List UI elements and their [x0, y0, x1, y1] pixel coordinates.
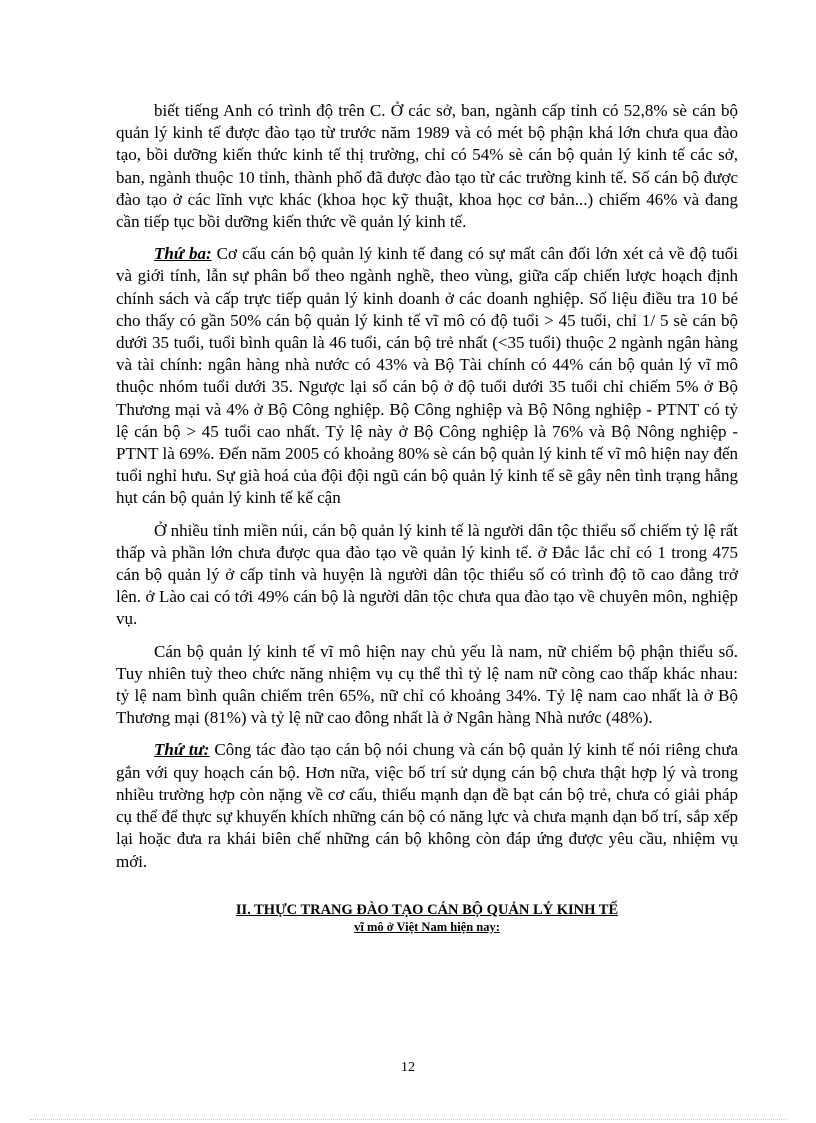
paragraph-2: [116, 243, 738, 509]
paragraph-4-text: Cán bộ quản lý kinh tế vĩ mô hiện nay chủ yếu là nam, nữ chiếm bộ phận thiểu số. Tuy nhiên tuỳ theo chức năng nhiệm vụ cụ thể thì tỷ lệ nam nữ còng cao thấp khác nhau: tỷ lệ nam bình quân chiếm trên 65%, nữ chỉ có khoảng 34%. Tỷ lệ nam cao nhất là ở Bộ Thương mại (81%) và tỷ lệ nữ cao đông nhất là ở Ngân hàng Nhà nước (48%).: [116, 641, 738, 728]
footer-divider: [30, 1119, 786, 1120]
section-subheading: vĩ mô ở Việt Nam hiện nay:: [354, 919, 500, 934]
paragraph-5-text: Công tác đào tạo cán bộ nói chung và cán bộ quản lý kinh tế nói riêng chưa gắn với quy hoạch cán bộ. Hơn nữa, việc bố trí sử dụng cán bộ chưa thật hợp lý và trong nhiều trường hợp còn nặng về cơ cấu, thiếu mạnh dạn đề bạt cán bộ trẻ, chưa có giải pháp cụ thể để thực sự khuyến khích những cán bộ có năng lực và chưa mạnh dạn bố trí, sắp xếp lại hoặc đưa ra khái biên chế những cán bộ không còn đáp ứng được yêu cầu, nhiệm vụ mới.: [116, 740, 739, 871]
page-number: 12: [401, 1060, 415, 1075]
page-body: [116, 100, 738, 935]
paragraph-1: [116, 100, 738, 233]
paragraph-2-text: Cơ cấu cán bộ quản lý kinh tế đang có sự mất cân đối lớn xét cả về độ tuổi và giới tính, lẫn sự phân bổ theo ngành nghề, theo vùng, giữa cấp chiến lược hoạch định chính sách và cấp trực tiếp quản lý kinh doanh ở các doanh nghiệp. Số liệu điều tra 10 bé cho thấy có gần 50% cán bộ quản lý kinh tế vĩ mô có độ tuổi > 45 tuổi, chỉ 1/ 5 sè cán bộ dưới 35 tuổi, tuổi bình quân là 46 tuổi, cán bộ trẻ nhất (<35 tuổi) thuộc 2 ngành ngân hàng và tài chính: ngân hàng nhà nước có 43% và Bộ Tài chính có 44% cán bộ quản lý vĩ mô thuộc nhóm tuổi dưới 35. Ngược lại số cán bộ ở độ tuổi dưới 35 tuổi chỉ chiếm 5% ở Bộ Thương mại và 4% ở Bộ Công nghiệp. Bộ Công nghiệp và Bộ Nông nghiệp - PTNT có tỷ lệ cán bộ > 45 tuổi cao nhất. Tỷ lệ này ở Bộ Công nghiệp là 76% và Bộ Nông nghiệp - PTNT là 69%. Đến năm 2005 có khoảng 80% sè cán bộ quản lý kinh tế vĩ mô hiện nay đến tuổi nghỉ hưu. Sự già hoá của đội đội ngũ cán bộ quản lý kinh tế sẽ gây nên tình trạng hẫng hụt cán bộ quản lý kinh tế kế cận: [116, 244, 739, 508]
paragraph-3: [116, 520, 738, 631]
paragraph-5: [116, 739, 738, 872]
paragraph-1-text: biết tiếng Anh có trình độ trên C. Ở các sở, ban, ngành cấp tỉnh có 52,8% sè cán bộ quản lý kinh tế được đào tạo từ trước năm 1989 và có mét bộ phận khá lớn chưa qua đào tạo, bồi dưỡng kiến thức kinh tế thị trường, chỉ có 54% sè cán bộ quản lý kinh tế các sở, ban, ngành thuộc 10 tỉnh, thành phố đã được đào tạo từ các trường kinh tế. Số cán bộ được đào tạo ở các lĩnh vực khác (khoa học kỹ thuật, khoa học cơ bản...) chiếm 46% và đang cần tiếp tục bồi dưỡng kiến thức về quản lý kinh tế.: [116, 101, 738, 232]
paragraph-3-text: Ở nhiều tỉnh miền núi, cán bộ quản lý kinh tế là người dân tộc thiểu số chiếm tỷ lệ rất thấp và phần lớn chưa được qua đào tạo về quản lý kinh tế. ở Đắc lắc chỉ có 1 trong 475 cán bộ quản lý ở cấp tỉnh và huyện là người dân tộc thiểu số có trình độ tõ cao đẳng trở lên. ở Lào cai có tới 49% cán bộ là người dân tộc chưa qua đào tạo về chuyên môn, nghiệp vụ.: [116, 520, 738, 629]
section-heading: II. THỰC TRANG ĐÀO TẠO CÁN BỘ QUẢN LÝ KINH TẾ: [235, 901, 619, 918]
paragraph-4: [116, 641, 738, 730]
paragraph-2-lead: Thứ ba:: [154, 244, 212, 264]
paragraph-5-lead: Thứ tư:: [154, 740, 210, 760]
